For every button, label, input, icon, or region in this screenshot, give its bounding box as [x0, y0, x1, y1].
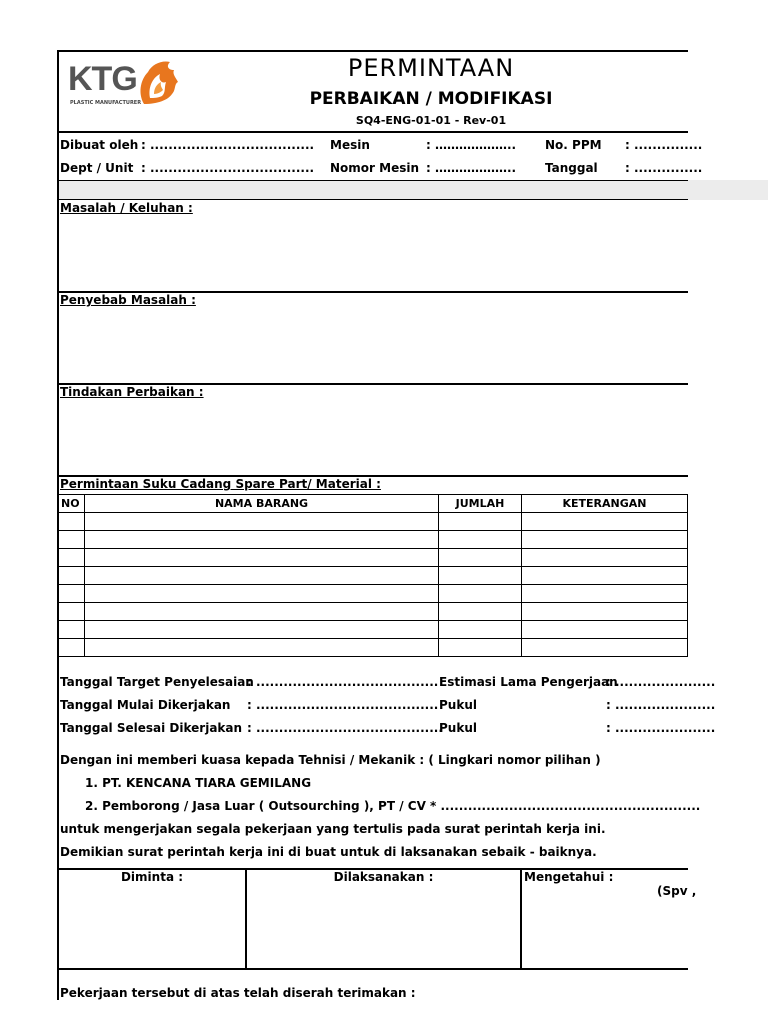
selesai-label: Tanggal Selesai Dikerjakan	[60, 721, 243, 735]
top-border	[57, 50, 688, 52]
col-nama-barang: NAMA BARANG	[85, 495, 439, 513]
tindakan-label: Tindakan Perbaikan :	[60, 385, 204, 399]
signature-diminta-area[interactable]	[59, 888, 245, 968]
nomor-mesin-label: Nomor Mesin	[330, 161, 420, 175]
pukul1-value[interactable]: : ......................	[606, 698, 716, 712]
col-jumlah: JUMLAH	[439, 495, 522, 513]
spv-label: (Spv ,	[657, 884, 697, 898]
diminta-label: Diminta :	[120, 870, 184, 884]
pukul2-label: Pukul	[439, 721, 477, 735]
table-header-row	[59, 495, 688, 513]
mulai-label: Tanggal Mulai Dikerjakan	[60, 698, 231, 712]
mulai-value[interactable]: : ........................................	[247, 698, 439, 712]
masalah-label: Masalah / Keluhan :	[60, 201, 193, 215]
table-row[interactable]	[59, 567, 688, 585]
nomor-mesin-value[interactable]: : ………………..	[426, 161, 517, 175]
dept-label: Dept / Unit	[60, 161, 134, 175]
table-row[interactable]	[59, 549, 688, 567]
lion-head-icon	[136, 58, 180, 108]
mengetahui-label: Mengetahui :	[524, 870, 614, 884]
handover-text: Pekerjaan tersebut di atas telah diserah terimakan :	[60, 986, 416, 1000]
title-line2: PERBAIKAN / MODIFIKASI	[309, 89, 553, 109]
signature-bottom	[57, 968, 688, 970]
ppm-label: No. PPM	[545, 138, 602, 152]
authorization-line2: Demikian surat perintah kerja ini di buat untuk di laksanakan sebaik - baiknya.	[60, 845, 597, 859]
tindakan-area[interactable]	[59, 402, 688, 474]
dilaksanakan-label: Dilaksanakan :	[333, 870, 434, 884]
authorization-line1: untuk mengerjakan segala pekerjaan yang tertulis pada surat perintah kerja ini.	[60, 822, 606, 836]
sparepart-label: Permintaan Suku Cadang Spare Part/ Material :	[60, 477, 381, 491]
gray-band	[59, 180, 768, 200]
ppm-value[interactable]: : ...............	[625, 138, 703, 152]
mesin-label: Mesin	[330, 138, 370, 152]
col-keterangan: KETERANGAN	[522, 495, 688, 513]
option-1[interactable]: 1. PT. KENCANA TIARA GEMILANG	[85, 776, 312, 790]
signature-mengetahui-area[interactable]	[522, 900, 688, 968]
dibuat-label: Dibuat oleh	[60, 138, 139, 152]
col-no: NO	[59, 495, 85, 513]
company-logo	[68, 58, 183, 110]
logo-tagline: PLASTIC MANUFACTURER	[70, 100, 142, 106]
tanggal-label: Tanggal	[545, 161, 598, 175]
penyebab-label: Penyebab Masalah :	[60, 293, 196, 307]
pukul2-value[interactable]: : ......................	[606, 721, 716, 735]
band-top	[57, 180, 688, 181]
table-row[interactable]	[59, 621, 688, 639]
sparepart-table	[58, 494, 688, 657]
selesai-value[interactable]: : .........................................	[247, 721, 443, 735]
table-row[interactable]	[59, 513, 688, 531]
target-label: Tanggal Target Penyelesaian	[60, 675, 254, 689]
logo-brand-text: KTG	[68, 60, 137, 98]
target-value[interactable]: : ........................................	[247, 675, 439, 689]
table-row[interactable]	[59, 531, 688, 549]
table-row[interactable]	[59, 585, 688, 603]
title-line1: PERMINTAAN	[347, 54, 515, 82]
option-2[interactable]: 2. Pemborong / Jasa Luar ( Outsourching ), PT / CV * .........................................................	[85, 799, 701, 813]
estimasi-label: Estimasi Lama Pengerjaan	[439, 675, 618, 689]
masalah-area[interactable]	[59, 218, 688, 290]
penyebab-area[interactable]	[59, 310, 688, 382]
table-row[interactable]	[59, 603, 688, 621]
signature-dilaksanakan-area[interactable]	[247, 888, 520, 968]
estimasi-value[interactable]: : ......................	[606, 675, 716, 689]
header-divider	[57, 131, 688, 133]
pukul1-label: Pukul	[439, 698, 477, 712]
dept-value[interactable]: : ....................................	[141, 161, 315, 175]
authorization-intro: Dengan ini memberi kuasa kepada Tehnisi / Mekanik : ( Lingkari nomor pilihan )	[60, 753, 601, 767]
tanggal-value[interactable]: : ...............	[625, 161, 703, 175]
table-row[interactable]	[59, 639, 688, 657]
dibuat-value[interactable]: : ....................................	[141, 138, 315, 152]
mesin-value[interactable]: : ………………..	[426, 138, 517, 152]
doc-code: SQ4-ENG-01-01 - Rev-01	[355, 114, 507, 127]
band-bottom	[57, 199, 688, 200]
